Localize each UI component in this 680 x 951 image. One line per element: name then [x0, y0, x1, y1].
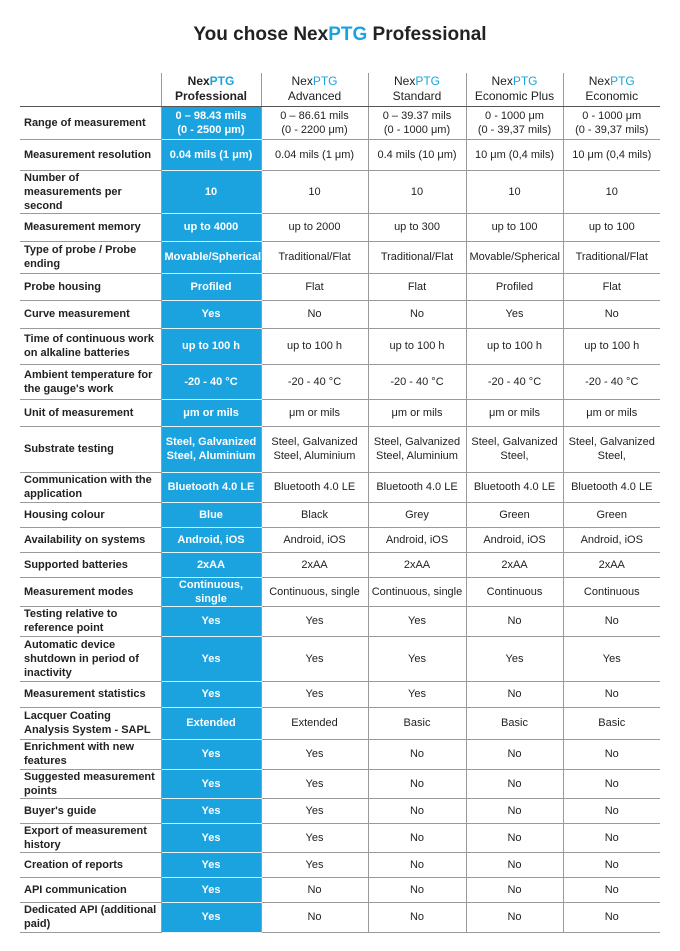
- table-row: [20, 636, 660, 681]
- feature-label: Measurement modes: [20, 577, 161, 606]
- value-cell-standard: μm or mils: [368, 399, 466, 426]
- value-cell-professional: Continuous, single: [161, 577, 261, 606]
- value-cell-professional: Yes: [161, 769, 261, 798]
- value-cell-standard: Grey: [368, 502, 466, 527]
- value-cell-economic: No: [563, 606, 660, 636]
- table-row: [20, 472, 660, 502]
- value-cell-professional: Yes: [161, 739, 261, 769]
- table-row: [20, 707, 660, 739]
- table-row: [20, 399, 660, 426]
- value-cell-economic: up to 100: [563, 213, 660, 241]
- page-title: You chose NexPTG Professional: [193, 24, 487, 45]
- value-cell-standard: 10: [368, 170, 466, 213]
- value-cell-economic-plus: Yes: [466, 300, 563, 328]
- value-cell-economic: 2xAA: [563, 552, 660, 577]
- value-cell-economic-plus: Continuous: [466, 577, 563, 606]
- value-cell-standard: Yes: [368, 636, 466, 681]
- value-cell-economic: 0 - 1000 μm (0 - 39,37 mils): [563, 106, 660, 139]
- value-cell-advanced: 0 – 86.61 mils (0 - 2200 μm): [261, 106, 368, 139]
- feature-label: Measurement statistics: [20, 681, 161, 707]
- table-row: [20, 769, 660, 798]
- value-cell-professional: Movable/Spherical: [161, 241, 261, 273]
- value-cell-economic: μm or mils: [563, 399, 660, 426]
- value-cell-professional: 0 – 98.43 mils (0 - 2500 μm): [161, 106, 261, 139]
- value-cell-economic-plus: Yes: [466, 636, 563, 681]
- feature-label: Substrate testing: [20, 426, 161, 472]
- value-cell-standard: Yes: [368, 681, 466, 707]
- comparison-table: [20, 73, 660, 933]
- value-cell-professional: Yes: [161, 606, 261, 636]
- value-cell-professional: μm or mils: [161, 399, 261, 426]
- value-cell-economic-plus: No: [466, 681, 563, 707]
- value-cell-advanced: 10: [261, 170, 368, 213]
- value-cell-economic: No: [563, 681, 660, 707]
- value-cell-standard: up to 100 h: [368, 328, 466, 364]
- table-row: [20, 527, 660, 552]
- value-cell-professional: -20 - 40 °C: [161, 364, 261, 399]
- value-cell-standard: Android, iOS: [368, 527, 466, 552]
- value-cell-professional: Yes: [161, 798, 261, 823]
- value-cell-professional: Yes: [161, 902, 261, 932]
- value-cell-professional: 2xAA: [161, 552, 261, 577]
- value-cell-economic: No: [563, 300, 660, 328]
- value-cell-advanced: up to 2000: [261, 213, 368, 241]
- model-name: Standard: [392, 89, 442, 104]
- feature-label: Range of measurement: [20, 106, 161, 139]
- value-cell-advanced: No: [261, 877, 368, 902]
- value-cell-economic: Bluetooth 4.0 LE: [563, 472, 660, 502]
- feature-label: Number of measurements per second: [20, 170, 161, 213]
- table-row: [20, 577, 660, 606]
- model-header-standard: NexPTG Standard: [368, 73, 466, 106]
- value-cell-economic-plus: Basic: [466, 707, 563, 739]
- value-cell-advanced: 0.04 mils (1 μm): [261, 139, 368, 170]
- value-cell-economic-plus: Green: [466, 502, 563, 527]
- value-cell-economic-plus: No: [466, 902, 563, 932]
- value-cell-standard: 2xAA: [368, 552, 466, 577]
- table-row: [20, 364, 660, 399]
- value-cell-professional: Steel, Galvanized Steel, Aluminium: [161, 426, 261, 472]
- table-row: [20, 241, 660, 273]
- value-cell-advanced: -20 - 40 °C: [261, 364, 368, 399]
- value-cell-advanced: Yes: [261, 606, 368, 636]
- feature-label: Probe housing: [20, 273, 161, 300]
- value-cell-advanced: Yes: [261, 636, 368, 681]
- value-cell-professional: Yes: [161, 823, 261, 852]
- value-cell-economic: Basic: [563, 707, 660, 739]
- table-row: [20, 798, 660, 823]
- model-header-professional: NexPTG Professional: [161, 73, 261, 106]
- table-row: [20, 502, 660, 527]
- value-cell-economic-plus: No: [466, 769, 563, 798]
- value-cell-economic: 10 μm (0,4 mils): [563, 139, 660, 170]
- feature-label: Creation of reports: [20, 852, 161, 877]
- feature-label: Communication with the application: [20, 472, 161, 502]
- model-header-economic: NexPTG Economic: [563, 73, 660, 106]
- value-cell-standard: No: [368, 300, 466, 328]
- value-cell-standard: 0 – 39.37 mils (0 - 1000 μm): [368, 106, 466, 139]
- table-row: [20, 552, 660, 577]
- value-cell-standard: Flat: [368, 273, 466, 300]
- value-cell-economic: Yes: [563, 636, 660, 681]
- table-row: [20, 106, 660, 139]
- feature-label: Lacquer Coating Analysis System - SAPL: [20, 707, 161, 739]
- value-cell-advanced: Black: [261, 502, 368, 527]
- value-cell-economic: No: [563, 902, 660, 932]
- table-row: [20, 170, 660, 213]
- value-cell-professional: 0.04 mils (1 μm): [161, 139, 261, 170]
- value-cell-economic: Android, iOS: [563, 527, 660, 552]
- model-header-economic-plus: NexPTG Economic Plus: [466, 73, 563, 106]
- value-cell-standard: 0.4 mils (10 μm): [368, 139, 466, 170]
- feature-label: Buyer's guide: [20, 798, 161, 823]
- value-cell-standard: Yes: [368, 606, 466, 636]
- value-cell-standard: No: [368, 852, 466, 877]
- value-cell-standard: No: [368, 798, 466, 823]
- feature-label: Type of probe / Probe ending: [20, 241, 161, 273]
- model-name: Economic Plus: [474, 89, 555, 104]
- value-cell-economic: Steel, Galvanized Steel,: [563, 426, 660, 472]
- model-name: Advanced: [287, 89, 342, 104]
- value-cell-professional: Blue: [161, 502, 261, 527]
- value-cell-economic-plus: Profiled: [466, 273, 563, 300]
- feature-label: Export of measurement history: [20, 823, 161, 852]
- value-cell-economic-plus: 0 - 1000 μm (0 - 39,37 mils): [466, 106, 563, 139]
- value-cell-economic-plus: No: [466, 877, 563, 902]
- value-cell-professional: 10: [161, 170, 261, 213]
- table-row: [20, 300, 660, 328]
- table-row: [20, 852, 660, 877]
- value-cell-advanced: Bluetooth 4.0 LE: [261, 472, 368, 502]
- value-cell-professional: Extended: [161, 707, 261, 739]
- value-cell-standard: Basic: [368, 707, 466, 739]
- value-cell-advanced: Flat: [261, 273, 368, 300]
- feature-label: Unit of measurement: [20, 399, 161, 426]
- value-cell-economic: Continuous: [563, 577, 660, 606]
- feature-label: Suggested measurement points: [20, 769, 161, 798]
- feature-label: Supported batteries: [20, 552, 161, 577]
- value-cell-economic: No: [563, 823, 660, 852]
- feature-label: Enrichment with new features: [20, 739, 161, 769]
- table-row: [20, 426, 660, 472]
- value-cell-professional: Profiled: [161, 273, 261, 300]
- value-cell-economic-plus: No: [466, 798, 563, 823]
- value-cell-economic-plus: -20 - 40 °C: [466, 364, 563, 399]
- value-cell-advanced: μm or mils: [261, 399, 368, 426]
- value-cell-professional: Android, iOS: [161, 527, 261, 552]
- value-cell-advanced: Yes: [261, 852, 368, 877]
- table-row: [20, 739, 660, 769]
- feature-label: API communication: [20, 877, 161, 902]
- value-cell-economic: Traditional/Flat: [563, 241, 660, 273]
- table-row: [20, 273, 660, 300]
- feature-label: Housing colour: [20, 502, 161, 527]
- table-row: [20, 823, 660, 852]
- table-row: [20, 328, 660, 364]
- value-cell-economic-plus: Bluetooth 4.0 LE: [466, 472, 563, 502]
- model-name: Professional: [174, 89, 248, 104]
- value-cell-economic: No: [563, 852, 660, 877]
- table-row: [20, 681, 660, 707]
- feature-label: Automatic device shutdown in period of inactivity: [20, 636, 161, 681]
- value-cell-advanced: 2xAA: [261, 552, 368, 577]
- value-cell-standard: Traditional/Flat: [368, 241, 466, 273]
- value-cell-economic-plus: Movable/Spherical: [466, 241, 563, 273]
- value-cell-standard: No: [368, 769, 466, 798]
- value-cell-economic: No: [563, 739, 660, 769]
- value-cell-advanced: Yes: [261, 739, 368, 769]
- feature-column-header: [20, 73, 161, 106]
- value-cell-advanced: Traditional/Flat: [261, 241, 368, 273]
- value-cell-professional: up to 4000: [161, 213, 261, 241]
- feature-label: Availability on systems: [20, 527, 161, 552]
- table-row: [20, 139, 660, 170]
- table-row: [20, 606, 660, 636]
- feature-label: Testing relative to reference point: [20, 606, 161, 636]
- value-cell-economic-plus: Steel, Galvanized Steel,: [466, 426, 563, 472]
- value-cell-standard: Steel, Galvanized Steel, Aluminium: [368, 426, 466, 472]
- value-cell-economic-plus: 10 μm (0,4 mils): [466, 139, 563, 170]
- value-cell-economic: -20 - 40 °C: [563, 364, 660, 399]
- value-cell-advanced: Continuous, single: [261, 577, 368, 606]
- feature-label: Dedicated API (additional paid): [20, 902, 161, 932]
- value-cell-economic-plus: up to 100 h: [466, 328, 563, 364]
- value-cell-advanced: Android, iOS: [261, 527, 368, 552]
- value-cell-professional: Yes: [161, 681, 261, 707]
- value-cell-professional: Yes: [161, 636, 261, 681]
- value-cell-standard: No: [368, 739, 466, 769]
- value-cell-standard: No: [368, 877, 466, 902]
- value-cell-advanced: No: [261, 902, 368, 932]
- value-cell-economic-plus: 2xAA: [466, 552, 563, 577]
- value-cell-advanced: up to 100 h: [261, 328, 368, 364]
- value-cell-economic-plus: No: [466, 852, 563, 877]
- value-cell-economic: Green: [563, 502, 660, 527]
- value-cell-advanced: Yes: [261, 798, 368, 823]
- value-cell-economic: No: [563, 798, 660, 823]
- value-cell-advanced: No: [261, 300, 368, 328]
- feature-label: Measurement memory: [20, 213, 161, 241]
- value-cell-professional: Yes: [161, 877, 261, 902]
- value-cell-advanced: Yes: [261, 823, 368, 852]
- value-cell-advanced: Steel, Galvanized Steel, Aluminium: [261, 426, 368, 472]
- value-cell-advanced: Extended: [261, 707, 368, 739]
- value-cell-professional: up to 100 h: [161, 328, 261, 364]
- model-header-advanced: NexPTG Advanced: [261, 73, 368, 106]
- feature-label: Measurement resolution: [20, 139, 161, 170]
- value-cell-professional: Yes: [161, 300, 261, 328]
- header-row: [20, 73, 660, 106]
- value-cell-professional: Yes: [161, 852, 261, 877]
- value-cell-economic: Flat: [563, 273, 660, 300]
- value-cell-economic-plus: 10: [466, 170, 563, 213]
- value-cell-economic-plus: No: [466, 823, 563, 852]
- table-row: [20, 877, 660, 902]
- value-cell-standard: No: [368, 902, 466, 932]
- feature-label: Ambient temperature for the gauge's work: [20, 364, 161, 399]
- value-cell-advanced: Yes: [261, 681, 368, 707]
- value-cell-standard: up to 300: [368, 213, 466, 241]
- value-cell-economic: No: [563, 769, 660, 798]
- value-cell-standard: -20 - 40 °C: [368, 364, 466, 399]
- model-name: Economic: [585, 89, 639, 104]
- value-cell-economic: No: [563, 877, 660, 902]
- value-cell-advanced: Yes: [261, 769, 368, 798]
- table-row: [20, 902, 660, 932]
- value-cell-economic-plus: up to 100: [466, 213, 563, 241]
- value-cell-economic-plus: μm or mils: [466, 399, 563, 426]
- value-cell-economic-plus: No: [466, 739, 563, 769]
- value-cell-economic: 10: [563, 170, 660, 213]
- feature-label: Curve measurement: [20, 300, 161, 328]
- value-cell-standard: Bluetooth 4.0 LE: [368, 472, 466, 502]
- feature-label: Time of continuous work on alkaline batteries: [20, 328, 161, 364]
- value-cell-economic: up to 100 h: [563, 328, 660, 364]
- value-cell-standard: Continuous, single: [368, 577, 466, 606]
- value-cell-economic-plus: Android, iOS: [466, 527, 563, 552]
- value-cell-standard: No: [368, 823, 466, 852]
- table-row: [20, 213, 660, 241]
- value-cell-professional: Bluetooth 4.0 LE: [161, 472, 261, 502]
- value-cell-economic-plus: No: [466, 606, 563, 636]
- table-body: [20, 106, 660, 932]
